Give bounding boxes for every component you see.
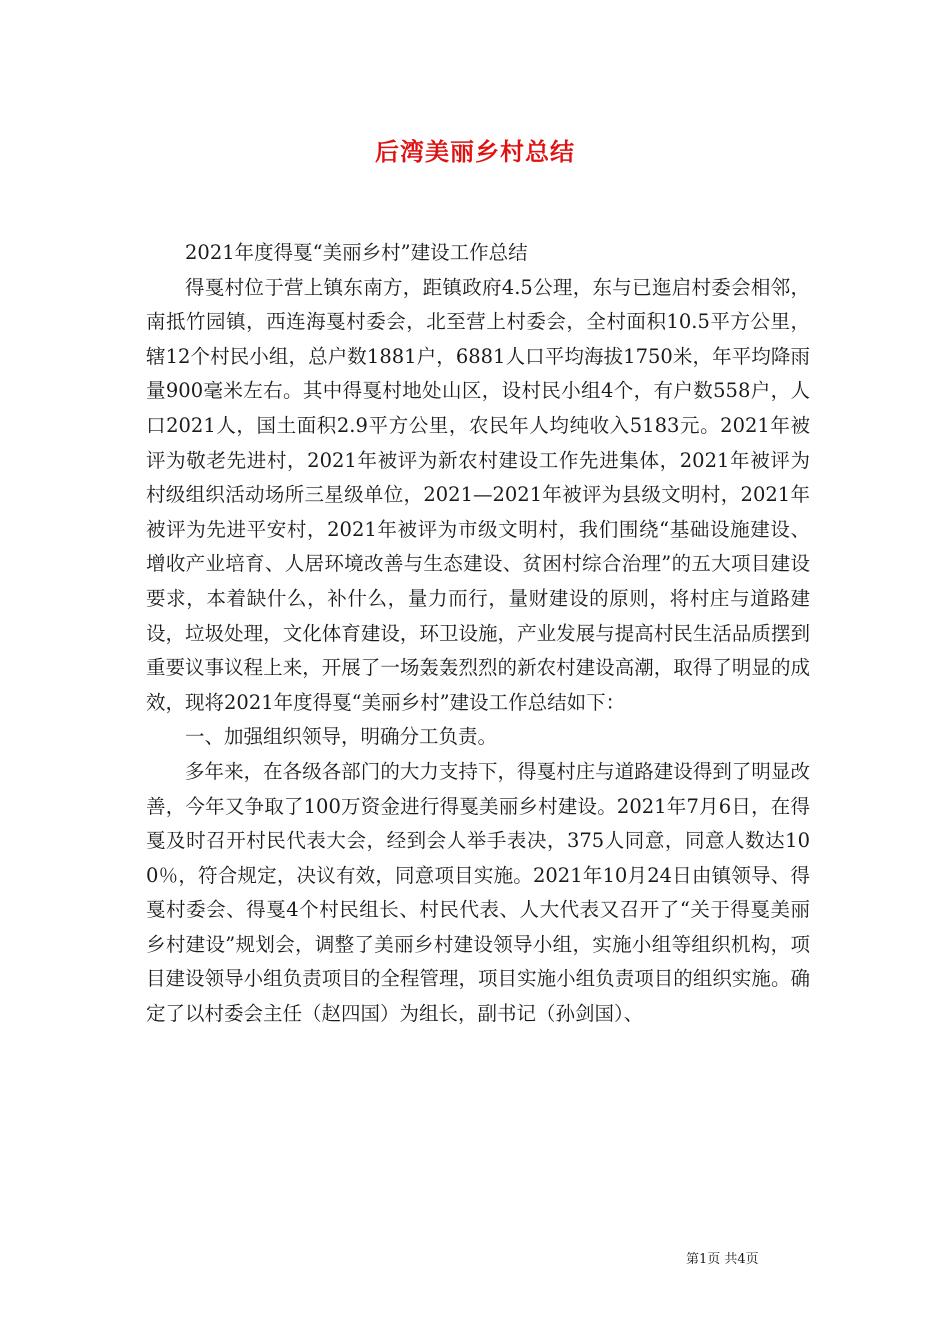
page-number-footer: 第1页 共4页 bbox=[686, 1252, 759, 1267]
document-body bbox=[146, 236, 810, 1032]
village-overview-paragraph: 得戛村位于营上镇东南方，距镇政府4.5公理，东与已迤启村委会相邻，南抵竹园镇，西连海戛村委会，北至营上村委会，全村面积10.5平方公里，辖12个村民小组，总户数1881户，6881人口平均海拔1750米，年平均降雨量900毫米左右。其中得戛村地处山区，设村民小组4个，有户数558户，人口2021人，国土面积2.9平方公里，农民年人均纯收入5183元。2021年被评为敬老先进村，2021年被评为新农村建设工作先进集体，2021年被评为村级组织活动场所三星级单位，2021—2021年被评为县级文明村，2021年被评为先进平安村，2021年被评为市级文明村，我们围绕“基础设施建设、增收产业培育、人居环境改善与生态建设、贫困村综合治理”的五大项目建设要求，本着缺什么，补什么，量力而行，量财建设的原则，将村庄与道路建设，垃圾处理，文化体育建设，环卫设施，产业发展与提高村民生活品质摆到重要议事议程上来，开展了一场轰轰烈烈的新农村建设高潮，取得了明显的成效，现将2021年度得戛“美丽乡村”建设工作总结如下： bbox=[146, 275, 810, 714]
report-heading-paragraph: 2021年度得戛“美丽乡村”建设工作总结 bbox=[185, 241, 528, 264]
section-one-heading: 一、加强组织领导，明确分工负责。 bbox=[185, 725, 498, 749]
section-one-paragraph: 多年来，在各级各部门的大力支持下，得戛村庄与道路建设得到了明显改善，今年又争取了100万资金进行得戛美丽乡村建设。2021年7月6日，在得戛及时召开村民代表大会，经到会人举手表决，375人同意，同意人数达100％，符合规定，决议有效，同意项目实施。2021年10月24日由镇领导、得戛村委会、得戛4个村民组长、村民代表、人大代表又召开了“关于得戛美丽乡村建设”规划会，调整了美丽乡村建设领导小组，实施小组等组织机构，项目建设领导小组负责项目的全程管理，项目实施小组负责项目的组织实施。确定了以村委会主任（赵四国）为组长，副书记（孙剑国）、 bbox=[146, 759, 810, 1026]
document-title: 后湾美丽乡村总结 bbox=[375, 138, 575, 166]
